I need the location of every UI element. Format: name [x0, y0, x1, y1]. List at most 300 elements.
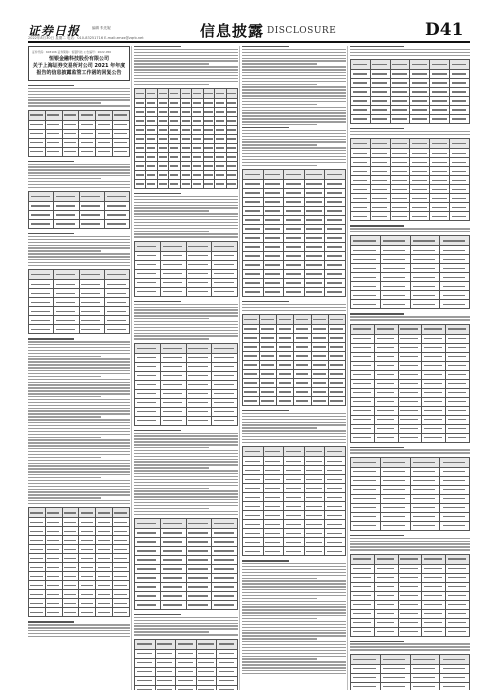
text-line	[28, 253, 130, 254]
table-row	[135, 362, 238, 371]
table-row	[135, 269, 238, 278]
table-cell	[113, 527, 130, 536]
table-cell	[45, 608, 62, 617]
table-cell	[370, 139, 390, 149]
table-cell	[430, 70, 450, 79]
text-line	[242, 156, 346, 157]
table-row	[351, 370, 470, 379]
table-cell	[351, 467, 381, 476]
text-line	[350, 52, 470, 53]
text-line	[28, 341, 130, 342]
table-cell	[243, 484, 264, 493]
table-cell	[62, 120, 79, 129]
table-cell	[186, 600, 212, 609]
table-cell	[146, 116, 157, 125]
text-line	[242, 598, 317, 599]
table-row	[135, 389, 238, 398]
table-cell	[113, 120, 130, 129]
table-cell	[325, 224, 346, 233]
data-table	[242, 314, 346, 406]
table-row	[351, 203, 470, 212]
table-cell	[325, 242, 346, 251]
text-line	[350, 541, 470, 542]
table-cell	[380, 512, 410, 521]
table-cell	[422, 582, 446, 591]
table-cell	[446, 609, 470, 618]
table-cell	[155, 658, 176, 667]
table-cell	[62, 518, 79, 527]
table-row	[135, 564, 238, 573]
table-cell	[374, 591, 398, 600]
table-cell	[192, 170, 203, 179]
text-line	[242, 621, 346, 622]
table-cell	[243, 188, 264, 197]
table-row	[351, 591, 470, 600]
table-cell	[62, 599, 79, 608]
table-cell	[304, 520, 325, 529]
table-cell	[113, 563, 130, 572]
table-cell	[450, 70, 470, 79]
table-header-row	[135, 518, 238, 528]
table-cell	[450, 176, 470, 185]
table-cell	[410, 194, 430, 203]
table-cell	[351, 406, 375, 415]
table-cell	[304, 511, 325, 520]
table-cell	[380, 236, 410, 246]
table-cell	[410, 70, 430, 79]
table-cell	[440, 255, 470, 264]
table-cell	[29, 599, 46, 608]
table-cell	[135, 389, 161, 398]
table-cell	[186, 573, 212, 582]
table-cell	[155, 667, 176, 676]
table-cell	[450, 88, 470, 97]
table-row	[243, 378, 346, 387]
table-row	[135, 546, 238, 555]
table-cell	[135, 143, 146, 152]
body-text	[350, 128, 470, 135]
table-cell	[160, 380, 186, 389]
table-row	[351, 512, 470, 521]
table-cell	[113, 608, 130, 617]
text-line	[28, 233, 74, 234]
table-cell	[325, 260, 346, 269]
text-line	[134, 435, 238, 436]
table-cell	[351, 503, 381, 512]
table-cell	[430, 79, 450, 88]
table-cell	[212, 353, 238, 362]
table-cell	[45, 581, 62, 590]
text-line	[134, 222, 238, 223]
table-cell	[410, 149, 430, 158]
text-line	[28, 500, 130, 501]
table-cell	[440, 246, 470, 255]
column-4	[350, 46, 470, 690]
text-line	[242, 112, 346, 113]
text-line	[28, 410, 130, 411]
table-cell	[29, 192, 54, 202]
table-cell	[294, 342, 311, 351]
table-cell	[135, 161, 146, 170]
text-line	[242, 656, 346, 657]
table-cell	[370, 185, 390, 194]
table-row	[135, 649, 238, 658]
table-cell	[135, 269, 161, 278]
table-cell	[390, 106, 410, 115]
table-cell	[146, 179, 157, 188]
table-cell	[422, 554, 446, 564]
text-line	[242, 130, 346, 131]
table-cell	[160, 564, 186, 573]
table-cell	[243, 269, 264, 278]
table-row	[243, 529, 346, 538]
body-text	[242, 127, 346, 166]
table-cell	[304, 529, 325, 538]
table-cell	[160, 287, 186, 296]
data-table	[28, 110, 130, 157]
table-cell	[215, 88, 226, 98]
text-line	[242, 650, 346, 651]
table-cell	[79, 545, 96, 554]
table-cell	[96, 554, 113, 563]
text-line	[28, 181, 130, 182]
table-cell	[169, 170, 180, 179]
text-line	[28, 489, 130, 490]
table-cell	[380, 485, 410, 494]
text-line	[134, 205, 238, 206]
table-cell	[180, 143, 191, 152]
table-cell	[96, 518, 113, 527]
table-cell	[380, 300, 410, 309]
table-cell	[212, 518, 238, 528]
table-cell	[380, 494, 410, 503]
table-cell	[54, 316, 79, 325]
table-cell	[311, 333, 328, 342]
table-cell	[263, 466, 284, 475]
text-line	[134, 199, 238, 200]
table-cell	[410, 255, 440, 264]
table-cell	[62, 110, 79, 120]
table-cell	[446, 324, 470, 334]
text-line	[242, 578, 317, 579]
table-cell	[390, 60, 410, 70]
table-cell	[398, 591, 422, 600]
table-cell	[212, 241, 238, 251]
table-cell	[96, 147, 113, 156]
table-cell	[325, 215, 346, 224]
table-cell	[263, 538, 284, 547]
table-cell	[430, 176, 450, 185]
table-cell	[217, 676, 238, 685]
body-text	[28, 233, 130, 266]
table-cell	[113, 599, 130, 608]
table-cell	[79, 298, 104, 307]
table-cell	[186, 555, 212, 564]
table-row	[351, 415, 470, 424]
table-cell	[325, 197, 346, 206]
table-cell	[29, 518, 46, 527]
table-cell	[325, 457, 346, 466]
table-cell	[203, 107, 214, 116]
table-cell	[203, 170, 214, 179]
table-cell	[160, 546, 186, 555]
table-row	[351, 573, 470, 582]
text-line	[134, 433, 238, 434]
table-cell	[45, 554, 62, 563]
table-cell	[380, 291, 410, 300]
table-cell	[79, 110, 96, 120]
table-cell	[212, 398, 238, 407]
table-cell	[157, 134, 168, 143]
table-cell	[243, 233, 264, 242]
text-line	[28, 236, 130, 237]
text-line	[28, 627, 130, 628]
table-cell	[380, 264, 410, 273]
table-cell	[186, 518, 212, 528]
text-line	[134, 467, 209, 468]
table-row	[135, 685, 238, 690]
table-row	[29, 138, 130, 147]
table-row	[135, 278, 238, 287]
data-table	[134, 241, 238, 297]
table-cell	[374, 379, 398, 388]
table-row	[135, 398, 238, 407]
table-cell	[370, 60, 390, 70]
table-cell	[160, 398, 186, 407]
table-cell	[374, 573, 398, 582]
table-cell	[325, 538, 346, 547]
text-line	[134, 333, 238, 334]
text-line	[242, 601, 346, 602]
table-cell	[284, 447, 305, 457]
table-cell	[351, 334, 375, 343]
text-line	[350, 543, 470, 544]
text-line	[28, 494, 130, 495]
table-row	[135, 582, 238, 591]
table-cell	[243, 197, 264, 206]
table-cell	[215, 143, 226, 152]
table-cell	[351, 433, 375, 442]
table-cell	[196, 676, 217, 685]
table-cell	[212, 546, 238, 555]
table-cell	[351, 424, 375, 433]
table-header-row	[243, 447, 346, 457]
table-header-row	[351, 654, 470, 664]
table-cell	[215, 125, 226, 134]
text-line	[134, 482, 238, 483]
table-cell	[380, 673, 410, 682]
text-line	[242, 595, 346, 596]
table-cell	[374, 627, 398, 636]
table-cell	[146, 88, 157, 98]
text-line	[134, 63, 209, 64]
table-cell	[135, 685, 156, 690]
table-cell	[374, 370, 398, 379]
text-line	[242, 86, 346, 87]
text-line	[242, 133, 346, 134]
table-cell	[284, 475, 305, 484]
table-row	[243, 179, 346, 188]
text-line	[350, 313, 404, 314]
text-line	[242, 638, 317, 639]
text-line	[28, 338, 74, 339]
table-cell	[398, 361, 422, 370]
table-cell	[169, 98, 180, 107]
body-text	[350, 447, 470, 454]
table-header-row	[135, 639, 238, 649]
table-cell	[328, 342, 345, 351]
table-cell	[446, 582, 470, 591]
text-line	[350, 225, 404, 226]
data-table	[28, 507, 130, 617]
text-line	[134, 620, 238, 621]
table-cell	[446, 379, 470, 388]
table-cell	[304, 251, 325, 260]
table-row	[29, 120, 130, 129]
table-cell	[311, 314, 328, 324]
text-line	[28, 373, 130, 374]
table-cell	[96, 138, 113, 147]
table-cell	[79, 289, 104, 298]
table-cell	[370, 158, 390, 167]
table-cell	[304, 538, 325, 547]
table-cell	[446, 343, 470, 352]
text-line	[28, 187, 130, 188]
table-cell	[410, 476, 440, 485]
table-header-row	[135, 88, 238, 98]
table-cell	[380, 521, 410, 530]
table-cell	[398, 324, 422, 334]
table-cell	[260, 324, 277, 333]
text-line	[242, 66, 346, 67]
table-cell	[160, 518, 186, 528]
table-cell	[113, 129, 130, 138]
table-cell	[450, 115, 470, 124]
text-line	[134, 55, 238, 56]
table-row	[351, 70, 470, 79]
text-line	[134, 450, 238, 451]
table-cell	[263, 287, 284, 296]
text-line	[28, 457, 101, 458]
table-row	[135, 125, 238, 134]
text-line	[134, 444, 238, 445]
table-cell	[284, 493, 305, 502]
table-cell	[62, 129, 79, 138]
table-cell	[328, 314, 345, 324]
table-row	[351, 521, 470, 530]
table-cell	[29, 527, 46, 536]
table-cell	[192, 134, 203, 143]
table-cell	[263, 484, 284, 493]
table-cell	[29, 508, 46, 518]
text-line	[28, 431, 130, 432]
table-cell	[160, 251, 186, 260]
table-cell	[325, 169, 346, 179]
text-line	[28, 166, 130, 167]
table-cell	[390, 115, 410, 124]
table-cell	[430, 88, 450, 97]
table-cell	[304, 242, 325, 251]
table-cell	[446, 591, 470, 600]
table-cell	[370, 203, 390, 212]
text-line	[242, 165, 317, 166]
table-cell	[284, 206, 305, 215]
table-cell	[390, 212, 410, 221]
text-line	[242, 81, 346, 82]
table-cell	[277, 314, 294, 324]
table-cell	[374, 609, 398, 618]
table-cell	[446, 554, 470, 564]
table-cell	[380, 503, 410, 512]
table-cell	[135, 116, 146, 125]
text-line	[242, 115, 346, 116]
table-cell	[450, 149, 470, 158]
text-line	[242, 136, 346, 137]
table-row	[243, 493, 346, 502]
table-cell	[160, 528, 186, 537]
notice-title-line: 报告的信息披露监管工作函的回复公告	[36, 69, 122, 76]
table-cell	[212, 380, 238, 389]
table-cell	[263, 447, 284, 457]
table-header-row	[351, 554, 470, 564]
table-cell	[215, 134, 226, 143]
table-cell	[328, 333, 345, 342]
text-line	[134, 236, 238, 237]
text-line	[28, 451, 130, 452]
table-cell	[79, 508, 96, 518]
table-row	[243, 484, 346, 493]
table-cell	[304, 457, 325, 466]
text-line	[134, 631, 209, 632]
text-line	[242, 618, 317, 619]
table-cell	[294, 369, 311, 378]
data-table	[350, 138, 470, 221]
text-line	[134, 459, 238, 460]
table-cell	[226, 134, 238, 143]
text-line	[28, 102, 101, 103]
text-line	[134, 502, 238, 503]
table-cell	[135, 676, 156, 685]
text-line	[28, 396, 101, 397]
table-cell	[410, 203, 430, 212]
table-cell	[160, 591, 186, 600]
table-cell	[422, 352, 446, 361]
table-cell	[284, 457, 305, 466]
table-cell	[450, 106, 470, 115]
table-row	[243, 502, 346, 511]
table-cell	[135, 407, 161, 416]
table-row	[243, 224, 346, 233]
table-cell	[180, 125, 191, 134]
table-cell	[226, 161, 238, 170]
table-cell	[212, 389, 238, 398]
table-cell	[113, 147, 130, 156]
table-cell	[203, 88, 214, 98]
table-cell	[422, 397, 446, 406]
text-line	[242, 153, 346, 154]
text-line	[134, 60, 238, 61]
table-cell	[374, 324, 398, 334]
table-cell	[390, 79, 410, 88]
table-cell	[410, 664, 440, 673]
table-cell	[135, 260, 161, 269]
table-cell	[212, 600, 238, 609]
text-line	[28, 242, 130, 243]
body-text	[28, 338, 130, 504]
table-cell	[398, 352, 422, 361]
table-cell	[186, 371, 212, 380]
table-cell	[169, 179, 180, 188]
